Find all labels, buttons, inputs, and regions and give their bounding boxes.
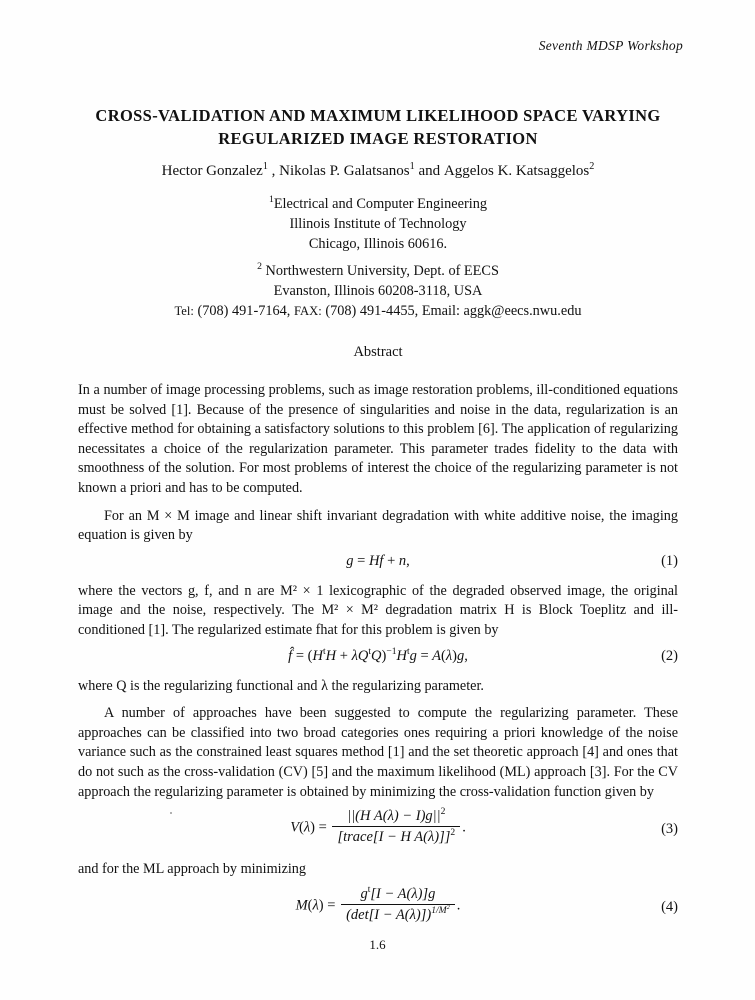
author-2-affiliation-mark: 1 bbox=[409, 161, 415, 172]
body-column bbox=[78, 381, 678, 938]
title-line-2: REGULARIZED IMAGE RESTORATION bbox=[218, 129, 538, 148]
affiliation-1-institution: Illinois Institute of Technology bbox=[289, 216, 467, 232]
affiliation-2-line-1 bbox=[78, 261, 678, 281]
equation-3-numerator: ||(H $A(\lambda) - I)g||^2$ bbox=[332, 808, 460, 827]
author-2: Nikolas P. Galatsanos bbox=[279, 163, 410, 179]
paragraph-2: For an M × M image and linear shift invariant degradation with white additive noise, the imaging equation is given by bbox=[78, 507, 678, 544]
scan-speck bbox=[170, 812, 172, 814]
abstract-paragraph: In a number of image processing problems, such as image restoration problems, ill-conditioned equations must be solved [1]. Because of the presence of singularities and noise in the data, regularization is an effective method for obtaining a satisfactory solutions to this problem [6]. The application of regularizing necessitates a choice of the regularization parameter. This parameter trades fidelity to the data with smoothness of the solution. For most problems of interest the choice of the regularizing parameter is not known a priori and has to be computed. bbox=[78, 382, 678, 496]
affiliation-1 bbox=[78, 194, 678, 254]
affiliation-1-city: Chicago, Illinois 60616. bbox=[308, 236, 448, 252]
page-footer: 1.6 bbox=[369, 937, 386, 952]
author-1-affiliation-mark: 1 bbox=[262, 161, 268, 172]
author-list bbox=[78, 163, 678, 180]
affiliation-1-mark: 1 bbox=[268, 194, 274, 206]
equation-4-period: . bbox=[456, 897, 461, 914]
equation-1-body: g = Hf + n, bbox=[346, 552, 410, 569]
equation-3-number: (3) bbox=[661, 821, 678, 838]
affiliation-2-city: Evanston, Illinois 60208-3118, USA bbox=[273, 283, 483, 299]
equation-4-body: M(λ) = $\frac{g^t[I - A(\lambda)]g}{(\det[I - A(\lambda)])^{1/M^2}}$ . bbox=[295, 883, 461, 923]
equation-3-fraction bbox=[332, 808, 460, 846]
author-conjunction-word: and bbox=[418, 163, 441, 179]
paragraph-3: where the vectors g, f, and n are M² × 1 lexicographic of the degraded observed image, the original image and the noise, respectively. The M² × M² degradation matrix H is Block Toeplitz and ill-conditioned [1]. The regularized estimate fhat for this problem is given by bbox=[78, 582, 678, 638]
equation-4 bbox=[78, 883, 678, 931]
equation-2 bbox=[78, 645, 678, 670]
equation-3 bbox=[78, 806, 678, 853]
equation-3-period: . bbox=[462, 819, 466, 836]
paragraph-4: where Q is the regularizing functional and λ the regularizing parameter. bbox=[78, 677, 484, 694]
author-1: Hector Gonzalez bbox=[161, 163, 263, 179]
paragraph-6: and for the ML approach by minimizing bbox=[78, 861, 306, 878]
affiliation-2-contact bbox=[78, 301, 678, 321]
affiliation-2 bbox=[78, 261, 678, 321]
running-head: Seventh MDSP Workshop bbox=[538, 38, 683, 53]
equation-4-number: (4) bbox=[661, 898, 678, 915]
paragraph-5: A number of approaches have been suggested to compute the regularizing parameter. These approaches can be classified into two broad categories ones requiring a priori knowledge of the noise variance such as the constrained least squares method [1] and the set theoretic approach [4] and ones that do not such as the cross-validation (CV) [5] and the maximum likelihood (ML) approach [3]. For the CV approach the regularizing parameter is obtained by minimizing the cross-validation function given by bbox=[78, 705, 678, 800]
tel-number: (708) 491-7164, bbox=[197, 303, 291, 319]
author-3-affiliation-mark: 2 bbox=[589, 161, 595, 172]
equation-4-fraction bbox=[341, 883, 455, 924]
email-label: Email: bbox=[421, 303, 460, 319]
author-separator: , bbox=[267, 163, 280, 179]
fax-number: (708) 491-4455, bbox=[325, 303, 419, 319]
equation-2-body: f̂ = $(H^tH + \lambda Q^tQ)^{-1}H^tg = A(\lambda)g$, bbox=[288, 645, 468, 664]
equation-4-denominator: $(\det[I - A(\lambda)])^{1/M^2}$ bbox=[346, 903, 450, 923]
equation-4-numerator: $g^t[I - A(\lambda)]g$ bbox=[341, 886, 455, 905]
abstract-heading: Abstract bbox=[353, 344, 403, 360]
author-3: Aggelos K. Katsaggelos bbox=[443, 163, 590, 179]
equation-1 bbox=[78, 553, 678, 575]
equation-2-number: (2) bbox=[661, 647, 678, 664]
tel-label: Tel: bbox=[174, 304, 194, 318]
equation-1-number: (1) bbox=[661, 552, 678, 569]
affiliation-2-mark: 2 bbox=[257, 261, 262, 273]
affiliation-2-institution: Northwestern University, Dept. of EECS bbox=[265, 263, 499, 279]
email-address: aggk@eecs.nwu.edu bbox=[463, 303, 582, 319]
equation-3-denominator: [trace[I − H A(λ)]]$^2$ bbox=[337, 827, 456, 846]
fax-label: FAX: bbox=[293, 304, 322, 318]
affiliation-1-department: Electrical and Computer Engineering bbox=[273, 196, 488, 212]
affiliation-1-line-1 bbox=[78, 194, 678, 214]
page-title bbox=[78, 104, 678, 150]
title-line-1: CROSS-VALIDATION AND MAXIMUM LIKELIHOOD SPACE VARYING bbox=[95, 106, 661, 125]
equation-3-body: V(λ) = $\frac{||(H A(\lambda) - I)g||^2}{[trace[I - H A(\lambda)]]^2}$ . bbox=[290, 806, 466, 846]
